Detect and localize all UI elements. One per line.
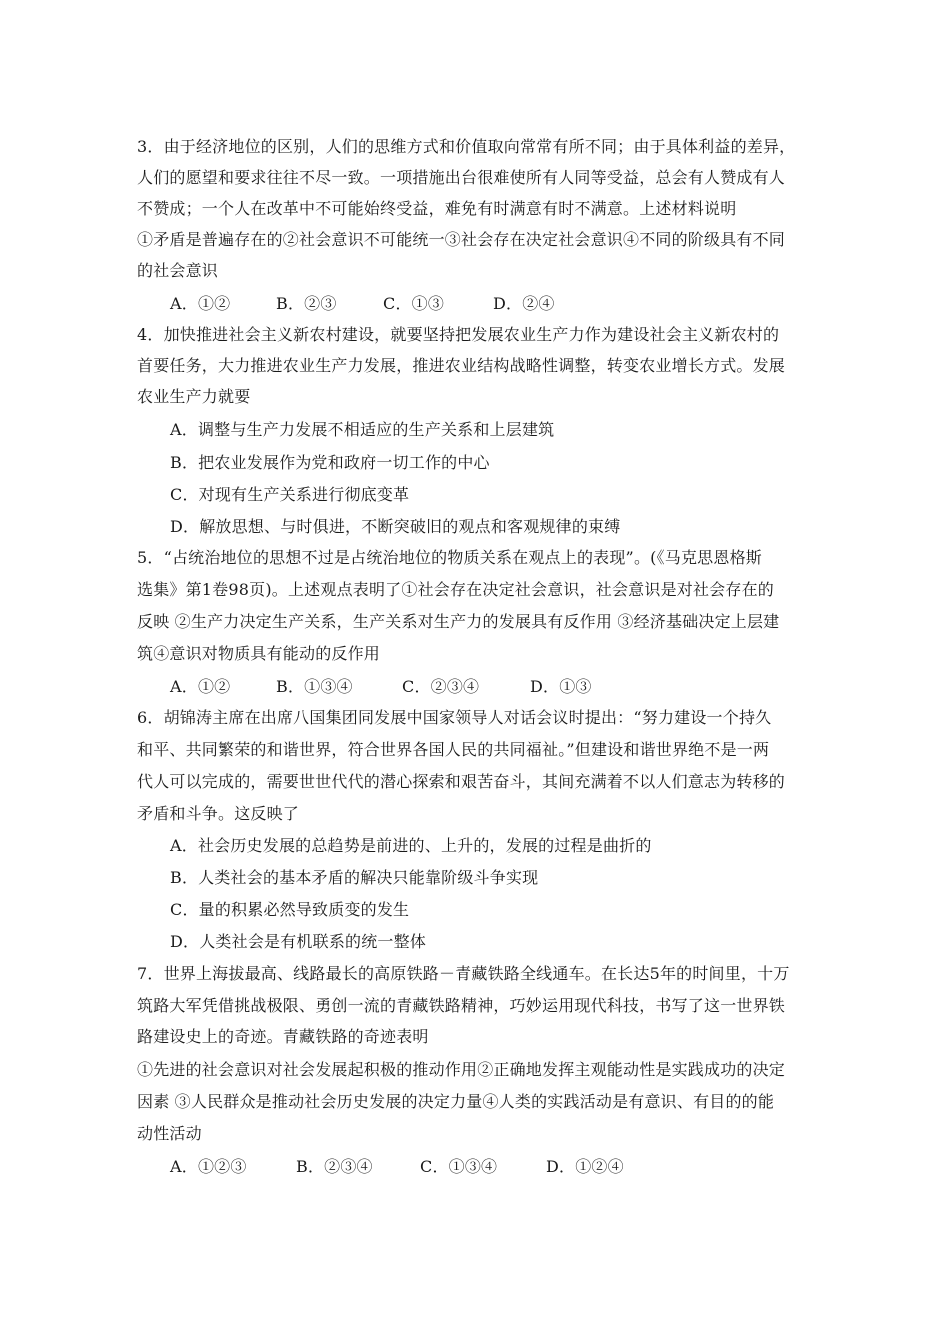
question-text-line: 矛盾和斗争。这反映了 bbox=[137, 804, 300, 823]
question-text-line: 筑④意识对物质具有能动的反作用 bbox=[137, 644, 381, 663]
option-d: D．人类社会是有机联系的统一整体 bbox=[170, 932, 427, 951]
question-text-line: 首要任务，大力推进农业生产力发展，推进农业结构战略性调整，转变农业增长方式。发展 bbox=[137, 356, 786, 375]
question-text-line: 和平、共同繁荣的和谐世界，符合世界各国人民的共同福祉。”但建设和谐世界绝不是一两 bbox=[137, 740, 770, 759]
option-a: A．①② bbox=[170, 294, 231, 313]
question-text-line: 5．“占统治地位的思想不过是占统治地位的物质关系在观点上的表现”。(《马克思恩格斯 bbox=[137, 548, 762, 567]
option-c: C．对现有生产关系进行彻底变革 bbox=[170, 485, 410, 504]
question-text-line: 动性活动 bbox=[137, 1124, 202, 1143]
option-a: A．①② bbox=[170, 677, 231, 696]
option-d: D．②④ bbox=[493, 294, 555, 313]
option-a: A．调整与生产力发展不相适应的生产关系和上层建筑 bbox=[170, 420, 555, 439]
option-c: C．②③④ bbox=[402, 677, 480, 696]
question-text-line: 筑路大军凭借挑战极限、勇创一流的青藏铁路精神，巧妙运用现代科技，书写了这一世界铁 bbox=[137, 996, 786, 1015]
options-row bbox=[170, 294, 790, 314]
question-text-line: 6．胡锦涛主席在出席八国集团同发展中国家领导人对话会议时提出：“努力建设一个持久 bbox=[137, 708, 772, 727]
question-text-line: 7．世界上海拔最高、线路最长的高原铁路－青藏铁路全线通车。在长达5年的时间里，十万 bbox=[137, 964, 790, 983]
option-a: A．①②③ bbox=[170, 1157, 247, 1176]
question-text-line: 的社会意识 bbox=[137, 261, 219, 280]
question-text-line: ①矛盾是普遍存在的②社会意识不可能统一③社会存在决定社会意识④不同的阶级具有不同 bbox=[137, 230, 786, 249]
option-d: D．解放思想、与时俱进，不断突破旧的观点和客观规律的束缚 bbox=[170, 517, 621, 536]
question-text-line: ①先进的社会意识对社会发展起积极的推动作用②正确地发挥主观能动性是实践成功的决定 bbox=[137, 1060, 786, 1079]
options-row bbox=[170, 677, 790, 697]
option-b: B．②③④ bbox=[296, 1157, 373, 1176]
question-text-line: 反映 ②生产力决定生产关系，生产关系对生产力的发展具有反作用 ③经济基础决定上层建 bbox=[137, 612, 780, 631]
question-text-line: 不赞成；一个人在改革中不可能始终受益，难免有时满意有时不满意。上述材料说明 bbox=[137, 199, 737, 218]
question-text-line: 路建设史上的奇迹。青藏铁路的奇迹表明 bbox=[137, 1027, 429, 1046]
question-text-line: 选集》第1卷98页)。上述观点表明了①社会存在决定社会意识，社会意识是对社会存在的 bbox=[137, 580, 774, 599]
option-d: D．①③ bbox=[530, 677, 592, 696]
option-c: C．①③ bbox=[383, 294, 445, 313]
question-text-line: 4．加快推进社会主义新农村建设，就要坚持把发展农业生产力作为建设社会主义新农村的 bbox=[137, 325, 780, 344]
option-c: C．量的积累必然导致质变的发生 bbox=[170, 900, 410, 919]
option-a: A．社会历史发展的总趋势是前进的、上升的，发展的过程是曲折的 bbox=[170, 836, 652, 855]
question-text-line: 人们的愿望和要求往往不尽一致。一项措施出台很难使所有人同等受益，总会有人赞成有人 bbox=[137, 168, 786, 187]
option-b: B．人类社会的基本矛盾的解决只能靠阶级斗争实现 bbox=[170, 868, 539, 887]
option-b: B．①③④ bbox=[276, 677, 353, 696]
question-text-line: 代人可以完成的，需要世世代代的潜心探索和艰苦奋斗，其间充满着不以人们意志为转移的 bbox=[137, 772, 786, 791]
option-c: C．①③④ bbox=[420, 1157, 498, 1176]
question-text-line: 农业生产力就要 bbox=[137, 387, 251, 406]
option-b: B．把农业发展作为党和政府一切工作的中心 bbox=[170, 453, 490, 472]
question-text-line: 因素 ③人民群众是推动社会历史发展的决定力量④人类的实践活动是有意识、有目的的能 bbox=[137, 1092, 775, 1111]
question-text-line: 3．由于经济地位的区别，人们的思维方式和价值取向常常有所不同；由于具体利益的差异， bbox=[137, 137, 796, 156]
option-d: D．①②④ bbox=[546, 1157, 624, 1176]
option-b: B．②③ bbox=[276, 294, 337, 313]
options-row bbox=[170, 1157, 790, 1177]
